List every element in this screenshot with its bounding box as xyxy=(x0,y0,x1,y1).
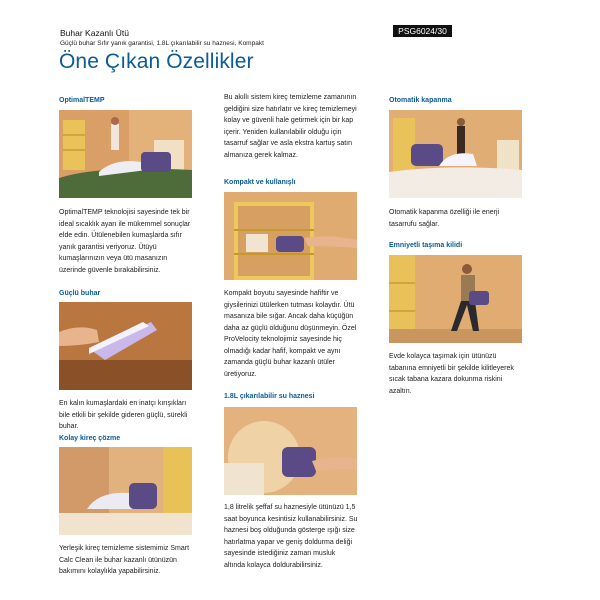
feature-heading: Emniyetli taşıma kilidi xyxy=(389,242,463,249)
feature-description: Otomatik kapanma özelliği ile enerji tasarrufu sağlar. xyxy=(389,209,500,228)
product-subtitle: Güçlü buhar Sıfır yanık garantisi, 1.8L çıkarılabilir su haznesi, Kompakt xyxy=(60,40,264,47)
feature-kirec xyxy=(59,434,193,443)
shelf-with-iron-photo xyxy=(224,192,357,280)
feature-guclu-buhar xyxy=(59,289,193,298)
feature-optimaltemp xyxy=(59,96,193,105)
feature-optimaltemp-text xyxy=(59,207,193,276)
feature-description: En kalın kumaşlardaki en inatçı kırışıkları bile etkili bir şekilde gideren güçlü, sürekli buhar. xyxy=(59,400,188,430)
iron-on-board-photo xyxy=(59,110,192,198)
feature-kompakt-text xyxy=(224,288,358,380)
page-title: Öne Çıkan Özellikler xyxy=(59,50,254,73)
feature-heading: Kolay kireç çözme xyxy=(59,435,121,442)
feature-heading: Otomatik kapanma xyxy=(389,97,452,104)
feature-description: OptimalTEMP teknolojisi sayesinde tek bir ideal sıcaklık ayarı ile mükemmel sonuçlar elde edin. Ütülenebilen kumaşlarda sıfır yanık garantisi veriyoruz. Ütüyü kumaşlarınızın veya ütü masanızın üzerinde güvenle bırakabilirsiniz. xyxy=(59,209,191,274)
hand-holding-iron-photo xyxy=(59,302,192,390)
feature-heading: Kompakt ve kullanışlı xyxy=(224,179,296,186)
iron-on-board-with-person-photo xyxy=(389,110,522,198)
feature-kirec-text xyxy=(59,543,193,578)
feature-kirec-continued xyxy=(224,92,358,161)
water-tank-photo xyxy=(224,407,357,495)
feature-hazne-text xyxy=(224,502,358,571)
feature-kompakt xyxy=(224,178,358,187)
feature-description: Evde kolayca taşımak için ütünüzü tabanına emniyetli bir şekilde kilitleyerek sıcak tabana kazara dokunma riskini azaltın. xyxy=(389,353,514,395)
feature-kilit-text xyxy=(389,351,523,397)
feature-description: Kompakt boyutu sayesinde hafiftir ve giysilerinizi ütülerken tutması kolaydır. Ütü masanıza bile sığar. Ancak daha küçüğün daha az güçlü olduğunu düşünmeyin. Özel ProVelocity teknolojimiz sayesinde hiç olmadığı kadar hafif, kompakt ve aynı zamanda güçlü buhar kazanlı ütüler üretiyoruz. xyxy=(224,290,357,378)
feature-description: 1,8 litrelik şeffaf su haznesiyle ütünüzü 1,5 saat boyunca kesintisiz kullanabilirsiniz. Su haznesi boş olduğunda gösterge ışığı size hatırlatma yapar ve geniş doldurma deliği sayesinde istediğiniz zaman musluk altında kolayca doldurabilirsiniz. xyxy=(224,504,358,569)
model-code-badge: PSG6024/30 xyxy=(393,25,452,37)
feature-heading: OptimalTEMP xyxy=(59,97,105,104)
feature-description: Bu akıllı sistem kireç temizleme zamanının geldiğini size hatırlatır ve kireç temizlemeyi kolay ve güvenli hale getirmek için bir kap içerir. Yeniden kullanılabilir olduğu için tasarruf sağlar ve asla ekstra kartuş satın almanıza gerek kalmaz. xyxy=(224,94,357,159)
feature-otomatik-text xyxy=(389,207,523,230)
feature-description: Yerleşik kireç temizleme sistemimiz Smart Calc Clean ile buhar kazanlı ütünüzün bakımını kolaylıkla yapabilirsiniz. xyxy=(59,545,190,575)
feature-kilit xyxy=(389,241,523,250)
feature-guclu-buhar-text xyxy=(59,398,193,433)
feature-otomatik xyxy=(389,96,523,105)
feature-heading: Güçlü buhar xyxy=(59,290,101,297)
iron-on-base-photo xyxy=(59,447,192,535)
product-title: Buhar Kazanlı Ütü xyxy=(60,28,129,38)
person-carrying-iron-photo xyxy=(389,255,522,343)
feature-hazne xyxy=(224,392,358,401)
feature-heading: 1.8L çıkarılabilir su haznesi xyxy=(224,393,315,400)
